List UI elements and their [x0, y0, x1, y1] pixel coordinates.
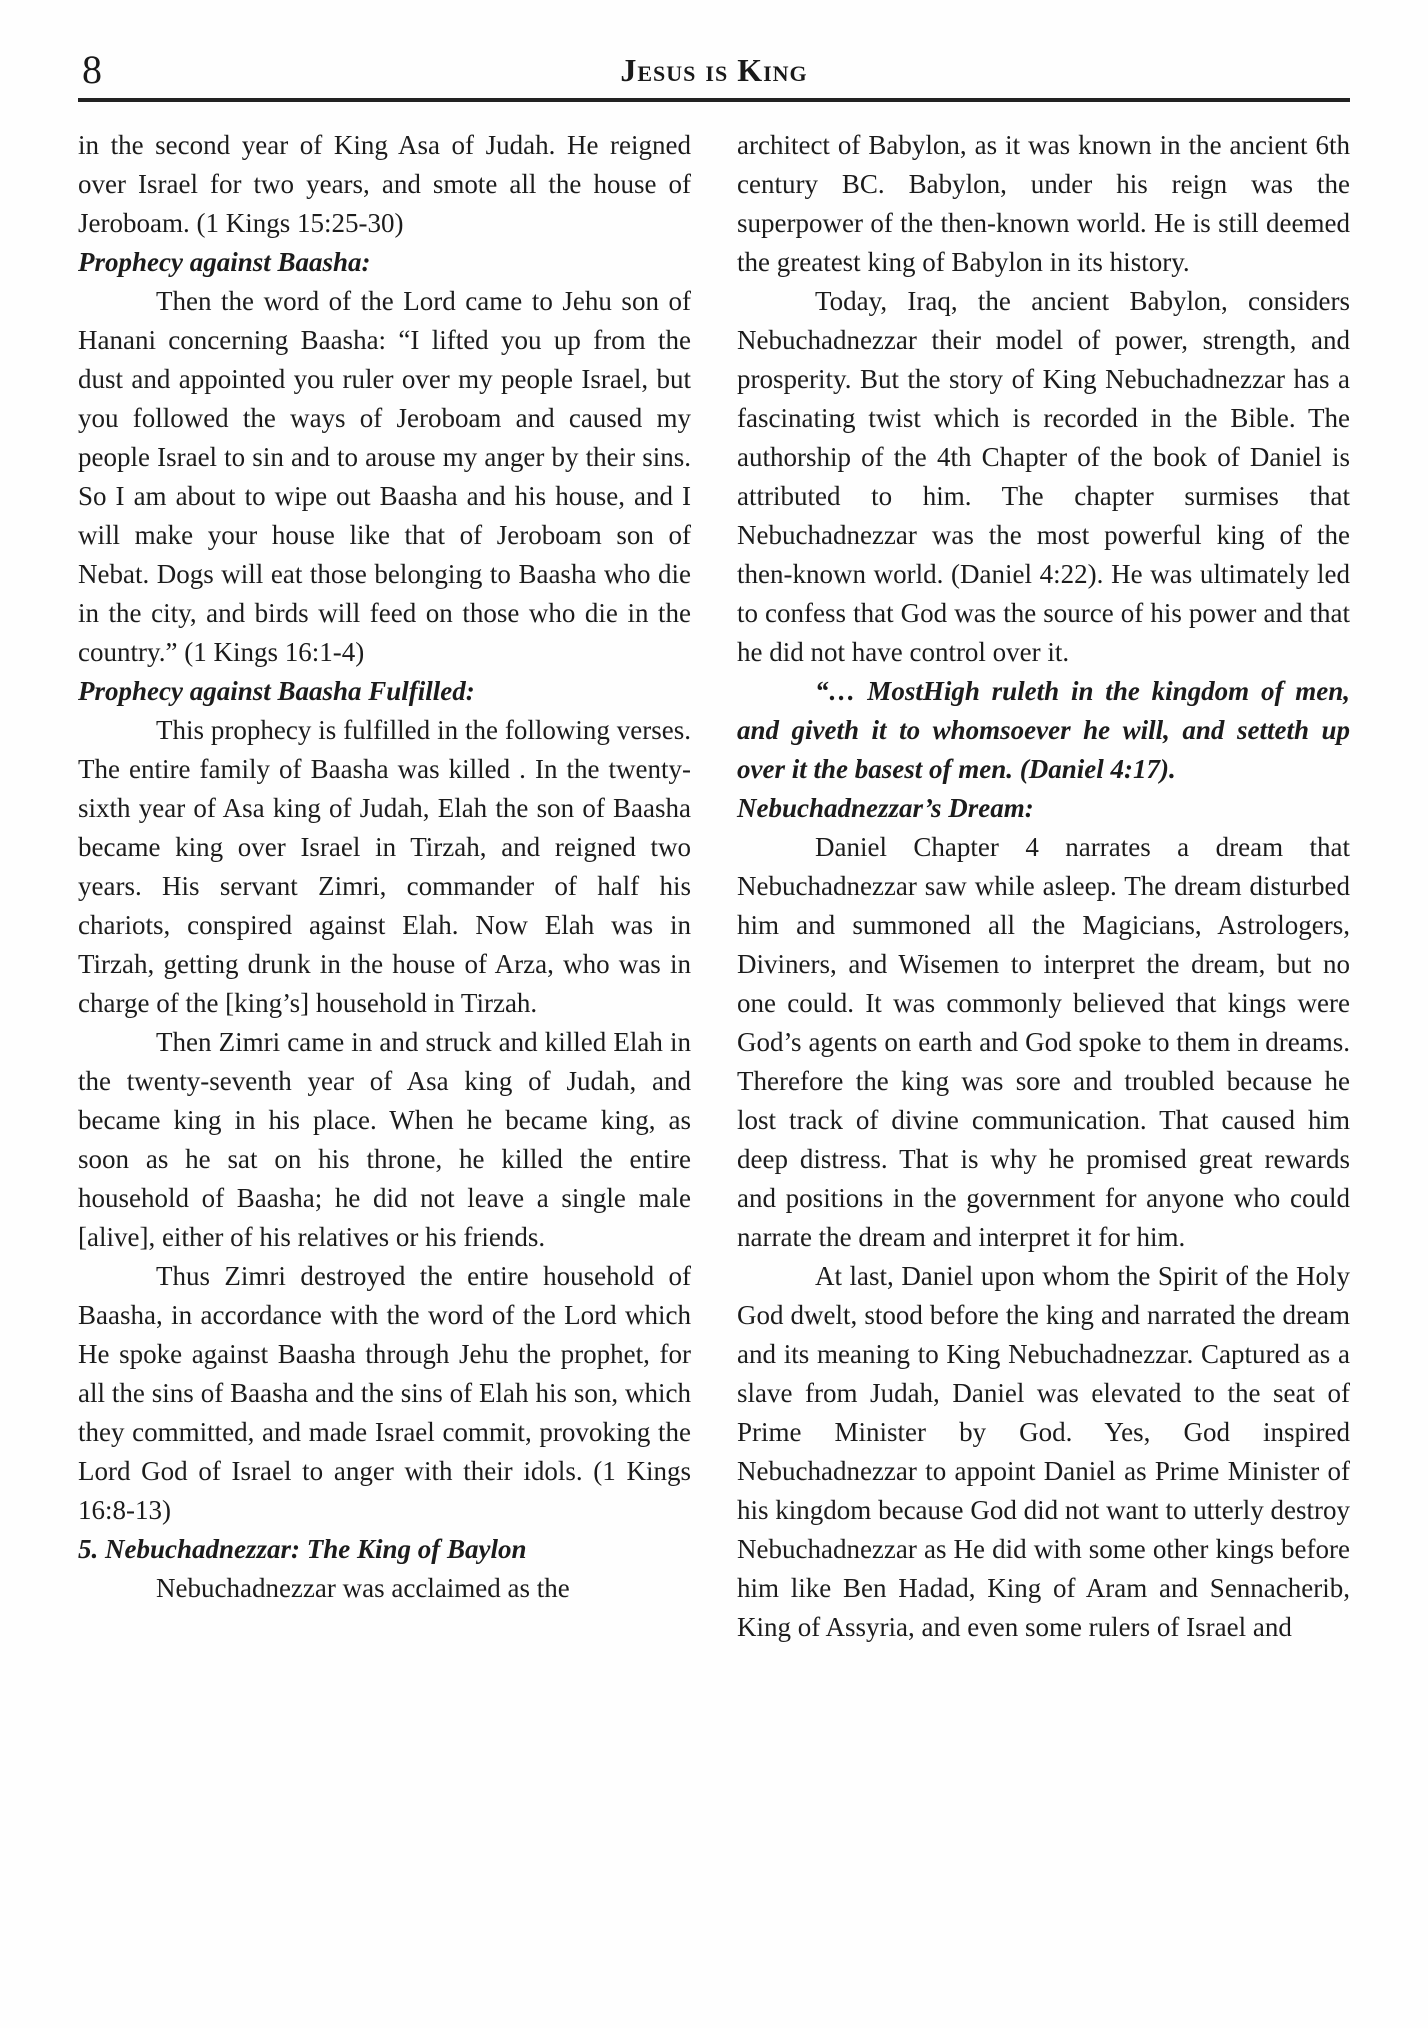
paragraph: Daniel Chapter 4 narrates a dream that Nebuchadnezzar saw while asleep. The dream disturbed him and summoned all the Magicians, Astrologers, Diviners, and Wisemen to interpret the dream, but no one could. It was commonly believed that kings were God’s agents on earth and God spoke to them in dreams. Therefore the king was sore and troubled because he lost track of divine communication. That caused him deep distress. That is why he promised great rewards and positions in the government for anyone who could narrate the dream and interpret it for him. — [737, 832, 1350, 1252]
left-column — [78, 126, 691, 1647]
heading-nebuchadnezzar-king-of-baylon: 5. Nebuchadnezzar: The King of Baylon — [78, 1534, 527, 1564]
scripture-quote: “… MostHigh ruleth in the kingdom of men, and giveth it to whomsoever he will, and setteth up over it the basest of men. (Daniel 4:17). — [737, 676, 1350, 784]
heading-nebuchadnezzars-dream: Nebuchadnezzar’s Dream: — [737, 793, 1034, 823]
heading-prophecy-against-baasha: Prophecy against Baasha: — [78, 247, 371, 277]
paragraph: in the second year of King Asa of Judah. He reigned over Israel for two years, and smote all the house of Jeroboam. (1 Kings 15:25-30) — [78, 130, 691, 238]
header-divider — [78, 98, 1350, 102]
paragraph: architect of Babylon, as it was known in the ancient 6th century BC. Babylon, under his reign was the superpower of the then-known world. He is still deemed the greatest king of Babylon in its history. — [737, 130, 1350, 277]
right-column — [737, 126, 1350, 1647]
paragraph: Thus Zimri destroyed the entire household of Baasha, in accordance with the word of the Lord which He spoke against Baasha through Jehu the prophet, for all the sins of Baasha and the sins of Elah his son, which they committed, and made Israel commit, provoking the Lord God of Israel to anger with their idols. (1 Kings 16:8-13) — [78, 1261, 691, 1525]
paragraph: Today, Iraq, the ancient Babylon, considers Nebuchadnezzar their model of power, strength, and prosperity. But the story of King Nebuchadnezzar has a fascinating twist which is recorded in the Bible. The authorship of the 4th Chapter of the book of Daniel is attributed to him. The chapter surmises that Nebuchadnezzar was the most powerful king of the then-known world. (Daniel 4:22). He was ultimately led to confess that God was the source of his power and that he did not have control over it. — [737, 286, 1350, 667]
text-columns — [78, 126, 1350, 1647]
paragraph: Then the word of the Lord came to Jehu son of Hanani concerning Baasha: “I lifted you up from the dust and appointed you ruler over my people Israel, but you followed the ways of Jeroboam and caused my people Israel to sin and to arouse my anger by their sins. So I am about to wipe out Baasha and his house, and I will make your house like that of Jeroboam son of Nebat. Dogs will eat those belonging to Baasha who die in the city, and birds will feed on those who die in the country.” (1 Kings 16:1-4) — [78, 286, 691, 667]
paragraph: Nebuchadnezzar was acclaimed as the — [156, 1573, 570, 1603]
heading-prophecy-against-baasha-fulfilled: Prophecy against Baasha Fulfilled: — [78, 676, 475, 706]
page-number: 8 — [82, 47, 102, 92]
paragraph: Then Zimri came in and struck and killed Elah in the twenty-seventh year of Asa king of Judah, and became king in his place. When he became king, as soon as he sat on his throne, he killed the entire household of Baasha; he did not leave a single male [alive], either of his relatives or his friends. — [78, 1027, 691, 1252]
page-header — [78, 38, 1350, 90]
paragraph: This prophecy is fulfilled in the following verses. The entire family of Baasha was killed . In the twenty-sixth year of Asa king of Judah, Elah the son of Baasha became king over Israel in Tirzah, and reigned two years. His servant Zimri, commander of half his chariots, conspired against Elah. Now Elah was in Tirzah, getting drunk in the house of Arza, who was in charge of the [king’s] household in Tirzah. — [78, 715, 691, 1018]
paragraph: At last, Daniel upon whom the Spirit of the Holy God dwelt, stood before the king and narrated the dream and its meaning to King Nebuchadnezzar. Captured as a slave from Judah, Daniel was elevated to the seat of Prime Minister by God. Yes, God inspired Nebuchadnezzar to appoint Daniel as Prime Minister of his kingdom because God did not want to utterly destroy Nebuchadnezzar as He did with some other kings before him like Ben Hadad, King of Aram and Sennacherib, King of Assyria, and even some rulers of Israel and — [737, 1261, 1350, 1642]
page-title: Jesus is King — [620, 52, 808, 88]
